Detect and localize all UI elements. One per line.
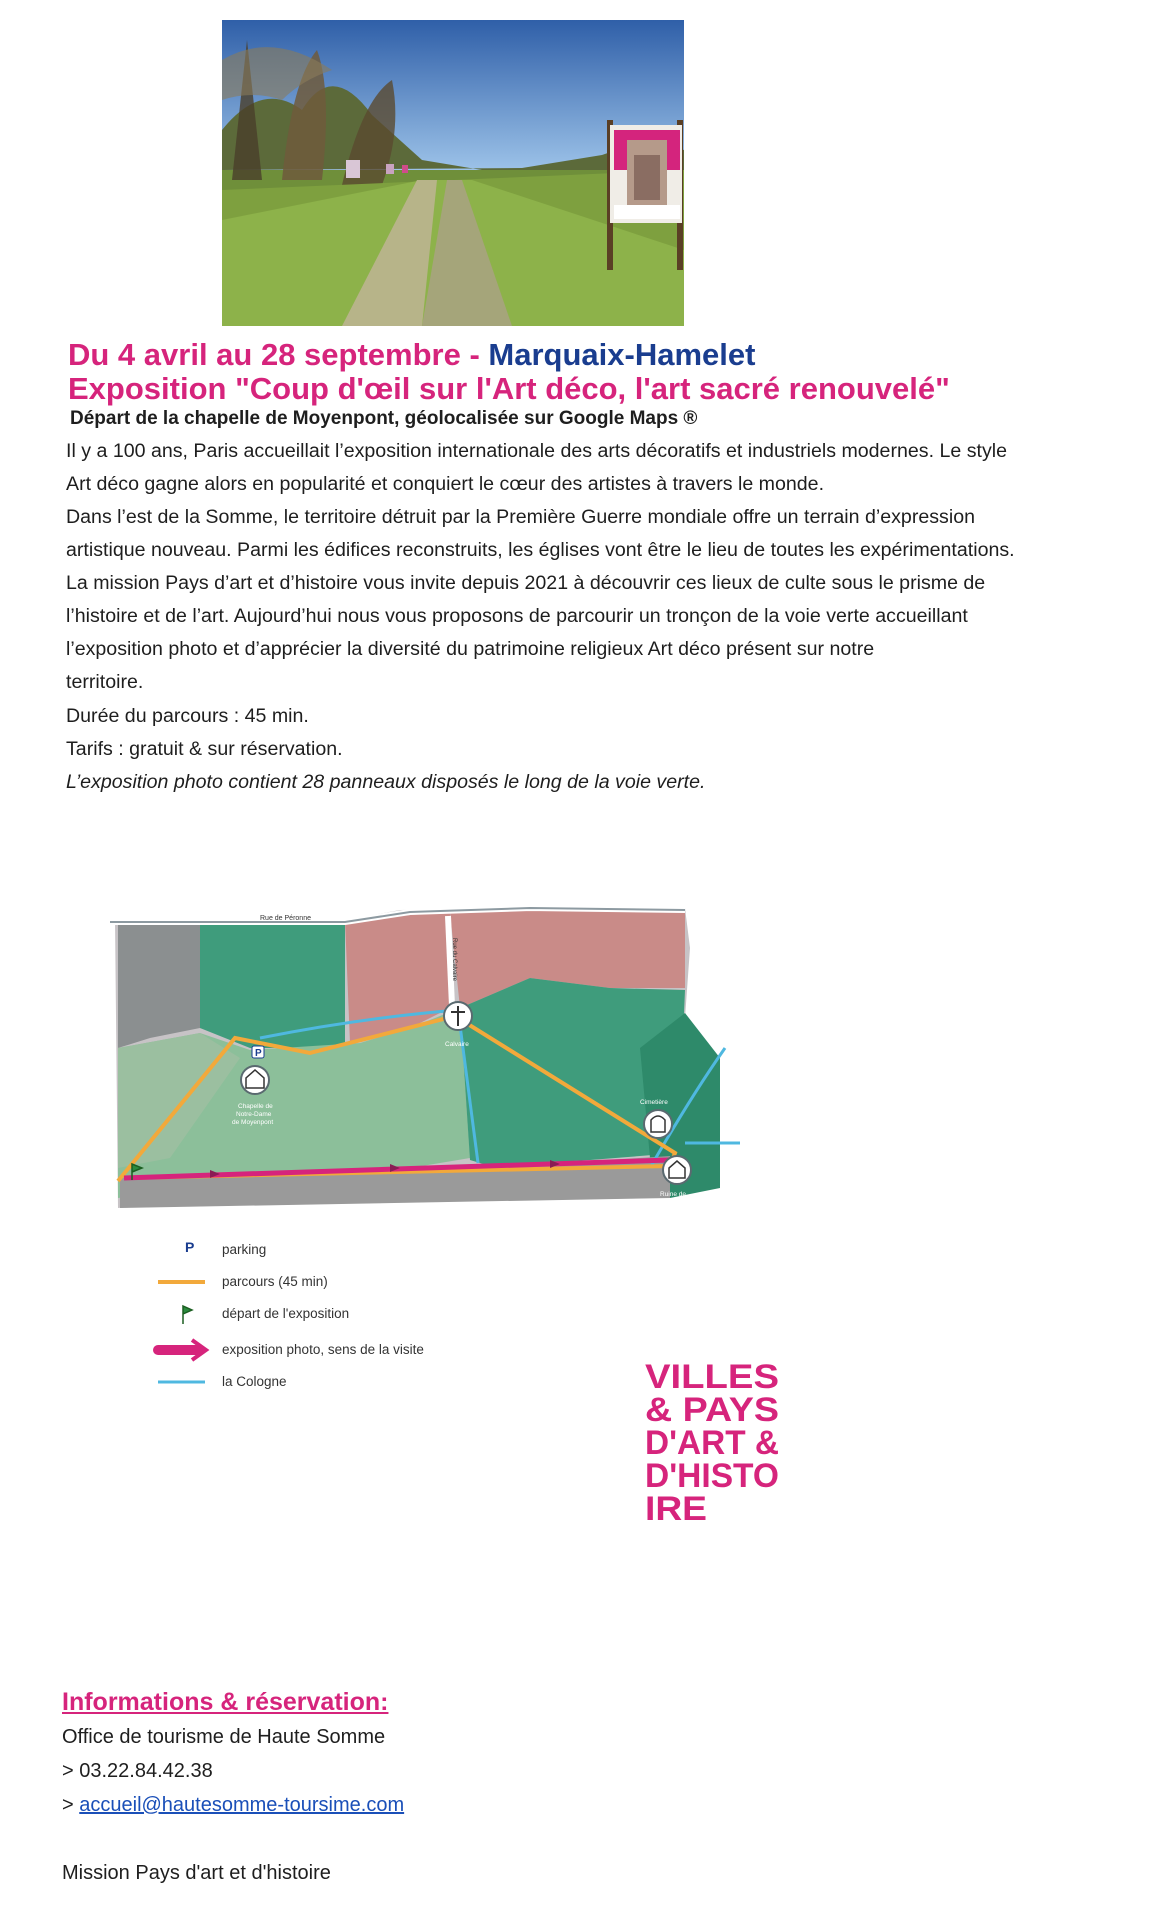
- cemetery-label: Cimetière: [640, 1099, 668, 1106]
- event-dates-place: [68, 337, 755, 373]
- legend-parking-symbol: P: [185, 1240, 195, 1255]
- logo-line-4: D'HISTO: [645, 1457, 779, 1495]
- exhibition-title: Exposition "Coup d'œil sur l'Art déco, l'art sacré renouvelé": [68, 371, 950, 406]
- phone-number: > 03.22.84.42.38: [62, 1760, 213, 1782]
- departure-info: Départ de la chapelle de Moyenpont, géolocalisée sur Google Maps ®: [70, 408, 698, 429]
- email-line: [62, 1794, 404, 1817]
- legend-svg: [150, 1240, 490, 1400]
- title-separator: -: [460, 337, 489, 372]
- chapel-label-3: de Moyenpont: [232, 1119, 274, 1126]
- cemetery-icon: [644, 1110, 672, 1138]
- body-line: Il y a 100 ans, Paris accueillait l’exposition internationale des arts décoratifs et industriels modernes. Le style: [66, 440, 1007, 462]
- body-line: territoire.: [66, 671, 144, 693]
- route-map-svg: [110, 898, 790, 1258]
- legend-depart: départ de l'exposition: [222, 1306, 350, 1321]
- logo-line-2: & PAYS: [645, 1391, 779, 1429]
- villes-pays-art-histoire-logo: [645, 1358, 781, 1534]
- event-dates: Du 4 avril au 28 septembre: [68, 337, 461, 372]
- tourism-office: Office de tourisme de Haute Somme: [62, 1726, 386, 1748]
- prices: Tarifs : gratuit & sur réservation.: [66, 738, 343, 760]
- body-line: l’histoire et de l’art. Aujourd’hui nous vous proposons de parcourir un tronçon de la voie verte accueillant: [66, 605, 968, 627]
- ruin-label-1: Ruine de: [660, 1191, 687, 1198]
- logo-svg: [645, 1358, 781, 1534]
- body-line: La mission Pays d’art et d’histoire vous invite depuis 2021 à découvrir ces lieux de culte sous le prisme de: [66, 572, 986, 594]
- body-line: Dans l’est de la Somme, le territoire détruit par la Première Guerre mondiale offre un terrain d’expression: [66, 506, 975, 528]
- chapel-label-2: Notre-Dame: [236, 1111, 272, 1118]
- exhibition-photo: [222, 20, 684, 326]
- legend-parking: parking: [222, 1242, 267, 1257]
- email-link[interactable]: accueil@hautesomme-toursime.com: [79, 1794, 405, 1816]
- logo-line-1: VILLES: [645, 1358, 779, 1396]
- logo-line-3: D'ART &: [645, 1424, 779, 1462]
- field-dark-1: [200, 920, 345, 1048]
- chapel-label-1: Chapelle de: [238, 1103, 273, 1110]
- road-label: Rue de Péronne: [260, 915, 311, 922]
- exhibition-note: L’exposition photo contient 28 panneaux disposés le long de la voie verte.: [66, 771, 706, 793]
- ruin-label-3: du fossoyeur: [660, 1207, 698, 1214]
- ruin-label-2: la maison: [660, 1199, 688, 1206]
- body-line: l’exposition photo et d’apprécier la diversité du patrimoine religieux Art déco présent sur notre: [66, 638, 875, 660]
- body-line: Art déco gagne alors en popularité et conquiert le cœur des artistes à travers le monde.: [66, 473, 825, 495]
- map-legend: [150, 1240, 490, 1400]
- legend-flag-icon: [183, 1306, 192, 1324]
- path-photo-illustration: [222, 20, 684, 326]
- calvaire-label: Calvaire: [445, 1041, 469, 1048]
- logo-line-5: IRE: [645, 1490, 707, 1528]
- legend-exposition: exposition photo, sens de la visite: [222, 1342, 424, 1357]
- event-place: Marquaix-Hamelet: [488, 337, 756, 372]
- email-prefix: >: [62, 1794, 80, 1816]
- legend-cologne: la Cologne: [222, 1374, 287, 1389]
- route-map: [110, 898, 790, 1258]
- info-title: Informations & réservation:: [62, 1688, 389, 1716]
- footer-mission: Mission Pays d'art et d'histoire: [62, 1862, 331, 1884]
- legend-parcours: parcours (45 min): [222, 1274, 328, 1289]
- road-label-vertical: Rue du Calvaire: [451, 938, 457, 982]
- body-line: artistique nouveau. Parmi les édifices reconstruits, les églises vont être le lieu de toutes les expérimentations.: [66, 539, 1015, 561]
- parking-marker-label: P: [255, 1048, 262, 1059]
- duration: Durée du parcours : 45 min.: [66, 705, 309, 727]
